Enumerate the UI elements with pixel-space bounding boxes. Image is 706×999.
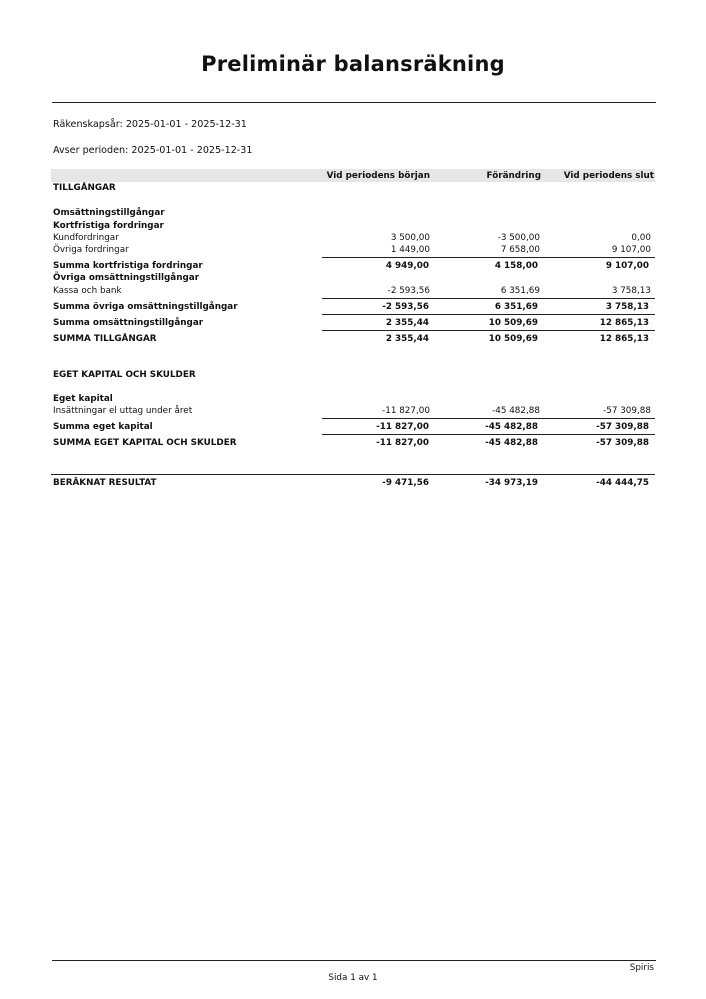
value-start: -2 593,56 xyxy=(382,302,429,312)
value-change: -3 500,00 xyxy=(497,233,540,243)
value-end: 9 107,00 xyxy=(611,245,651,255)
table-row xyxy=(51,286,655,298)
value-end: 12 865,13 xyxy=(599,334,649,344)
row-label: Kassa och bank xyxy=(53,286,122,296)
row-label: Kundfordringar xyxy=(53,233,119,243)
subtotal-row xyxy=(51,302,655,314)
subtotal-row xyxy=(51,261,655,273)
fiscal-year-text: Räkenskapsår: 2025-01-01 - 2025-12-31 xyxy=(53,119,247,130)
column-header-end: Vid periodens slut xyxy=(563,171,654,181)
value-start: 2 355,44 xyxy=(385,318,429,328)
group-heading-short-term-receivables xyxy=(51,221,655,233)
row-label: Kortfristiga fordringar xyxy=(53,221,164,231)
value-end: 12 865,13 xyxy=(599,318,649,328)
value-change: 10 509,69 xyxy=(488,318,538,328)
subtotal-rule xyxy=(322,298,655,299)
total-row-assets xyxy=(51,334,655,346)
row-label: Summa kortfristiga fordringar xyxy=(53,261,203,271)
row-label: Summa övriga omsättningstillgångar xyxy=(53,302,238,312)
group-heading-equity xyxy=(51,394,655,406)
group-heading-other-current-assets xyxy=(51,273,655,285)
value-change: -45 482,88 xyxy=(485,422,538,432)
row-label: EGET KAPITAL OCH SKULDER xyxy=(53,370,196,380)
row-label: Summa omsättningstillgångar xyxy=(53,318,204,328)
subtotal-rule xyxy=(322,418,655,419)
row-label: TILLGÅNGAR xyxy=(53,183,116,193)
value-change: -45 482,88 xyxy=(485,438,538,448)
value-start: -11 827,00 xyxy=(376,438,429,448)
value-start: 2 355,44 xyxy=(385,334,429,344)
value-start: -9 471,56 xyxy=(382,478,429,488)
row-label: Summa eget kapital xyxy=(53,422,153,432)
footer-divider xyxy=(52,960,656,961)
value-start: -11 827,00 xyxy=(382,406,430,416)
table-row xyxy=(51,406,655,418)
value-start: 3 500,00 xyxy=(390,233,430,243)
value-change: 10 509,69 xyxy=(488,334,538,344)
value-end: -57 309,88 xyxy=(603,406,651,416)
period-text: Avser perioden: 2025-01-01 - 2025-12-31 xyxy=(53,145,253,156)
subtotal-rule xyxy=(322,314,655,315)
value-change: 6 351,69 xyxy=(494,302,538,312)
row-label: Övriga omsättningstillgångar xyxy=(53,273,200,283)
value-end: -44 444,75 xyxy=(596,478,649,488)
row-label: Omsättningstillgångar xyxy=(53,208,165,218)
column-header-change: Förändring xyxy=(486,171,541,181)
row-label: SUMMA TILLGÅNGAR xyxy=(53,334,157,344)
value-start: 4 949,00 xyxy=(385,261,429,271)
title-divider xyxy=(52,102,656,103)
group-heading-current-assets xyxy=(51,208,655,220)
value-end: 9 107,00 xyxy=(605,261,649,271)
table-row xyxy=(51,233,655,245)
result-divider xyxy=(51,474,655,475)
subtotal-rule xyxy=(322,434,655,435)
value-start: -11 827,00 xyxy=(376,422,429,432)
value-change: 6 351,69 xyxy=(500,286,540,296)
value-start: -2 593,56 xyxy=(387,286,430,296)
value-change: -34 973,19 xyxy=(485,478,538,488)
report-title: Preliminär balansräkning xyxy=(201,52,505,76)
value-change: -45 482,88 xyxy=(492,406,540,416)
column-header-start: Vid periodens början xyxy=(326,171,430,181)
value-change: 4 158,00 xyxy=(494,261,538,271)
table-row xyxy=(51,245,655,257)
section-heading-assets xyxy=(51,183,655,195)
subtotal-row xyxy=(51,422,655,434)
row-label: Eget kapital xyxy=(53,394,113,404)
value-end: -57 309,88 xyxy=(596,422,649,432)
subtotal-rule xyxy=(322,257,655,258)
subtotal-row xyxy=(51,318,655,330)
value-change: 7 658,00 xyxy=(500,245,540,255)
value-end: 3 758,13 xyxy=(611,286,651,296)
total-row-equity-liabilities xyxy=(51,438,655,450)
calculated-result-row xyxy=(51,478,655,490)
row-label: Insättningar el uttag under året xyxy=(53,406,193,416)
section-heading-equity-liabilities xyxy=(51,370,655,382)
subtotal-rule xyxy=(322,330,655,331)
row-label: Övriga fordringar xyxy=(53,245,129,255)
footer-brand: Spiris xyxy=(629,963,654,973)
value-end: -57 309,88 xyxy=(596,438,649,448)
row-label: BERÄKNAT RESULTAT xyxy=(53,478,157,488)
value-end: 3 758,13 xyxy=(605,302,649,312)
row-label: SUMMA EGET KAPITAL OCH SKULDER xyxy=(53,438,237,448)
footer-page-number: Sida 1 av 1 xyxy=(328,973,378,983)
value-end: 0,00 xyxy=(631,233,651,243)
value-start: 1 449,00 xyxy=(390,245,430,255)
